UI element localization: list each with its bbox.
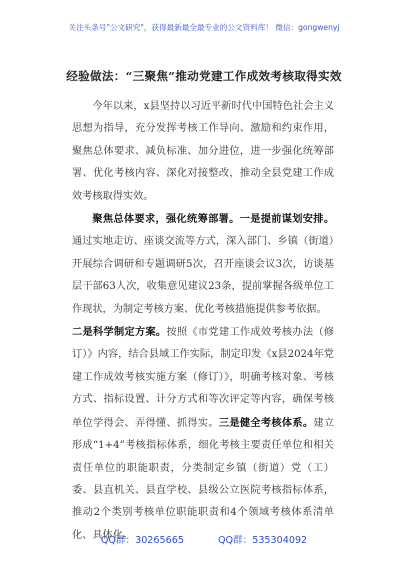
qq-group-2: QQ群：535304092 xyxy=(217,535,308,546)
section-paragraph xyxy=(72,208,334,321)
header-notice: 关注头条号"公文研究"，获得最新最全最专业的公文资料库！ 微信：gongwenyj xyxy=(68,23,340,32)
subsection-heading-2: 二是科学制定方案。 xyxy=(72,326,167,339)
document-body xyxy=(72,96,334,547)
section-heading: 聚焦总体要求，强化统筹部署。 xyxy=(92,213,240,226)
subsection-heading-1: 一是提前谋划安排。 xyxy=(239,213,335,226)
footer-contacts xyxy=(0,532,408,546)
subsection-text-1: 通过实地走访、座谈交流等方式，深入部门、乡镇（街道）开展综合调研和专题调研5次，召开座谈会议3次，访谈基层干部63人次，收集意见建议23条，提前掌握各级单位工作现状，为制定考核方案、优化考核措施提供参考依据。 xyxy=(72,236,334,315)
subsection-heading-3: 三是健全考核体系。 xyxy=(218,416,314,429)
subsection-paragraph xyxy=(72,321,334,547)
subsection-text-3: 建立形成“1+4”考核指标体系，细化考核主要责任单位和相关责任单位的职能职责，分类制定乡镇（街道）党（工）委、县直机关、县直学校、县级公立医院考核指标体系，推动2个类别考核单位职能职责和4个领域考核体系清单化、具体化。 xyxy=(72,417,335,541)
qq-group-1: QQ群：30265665 xyxy=(100,535,184,546)
document-title: 经验做法：“三聚焦”推动党建工作成效考核取得实效 xyxy=(66,69,342,83)
subsection-text-2: 按照《市党建工作成效考核办法（修订）》内容，结合县域工作实际，制定印发《x县2024年党建工作成效考核实施方案（修订）》，明确考核对象、考核方式、指标设置、计分方式和等次评定等内容，确保考核单位学得会、弄得懂、抓得实。 xyxy=(72,327,335,429)
intro-paragraph: 今年以来，x县坚持以习近平新时代中国特色社会主义思想为指导，充分发挥考核工作导向、激励和约束作用，聚焦总体要求、减负标准、加分进位，进一步强化统筹部署、优化考核内容、深化对接整改，推动全县党建工作成效考核取得实效。 xyxy=(72,101,334,202)
